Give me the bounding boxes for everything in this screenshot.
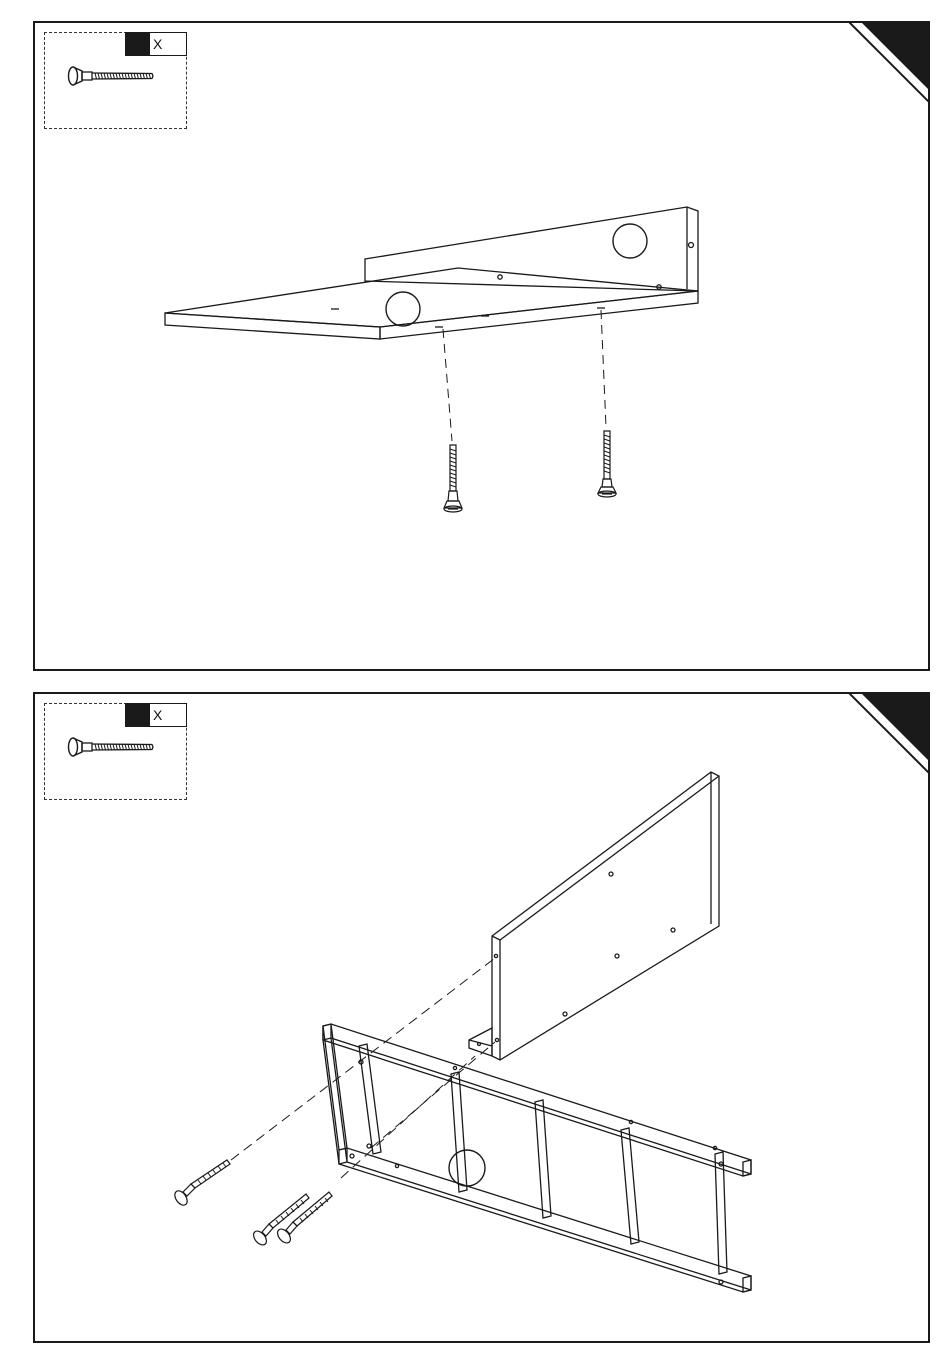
quantity-multiplier: X: [150, 32, 187, 56]
screw-icon: [598, 431, 616, 497]
screw-icon: [172, 1160, 230, 1207]
frame-assembly-drawing: [35, 694, 932, 1345]
step-panel-2: [33, 692, 930, 1343]
shelf-assembly-drawing: [35, 23, 932, 673]
screw-icon: [444, 445, 462, 512]
step-panel-1: [33, 21, 930, 671]
quantity-multiplier: X: [150, 703, 187, 727]
